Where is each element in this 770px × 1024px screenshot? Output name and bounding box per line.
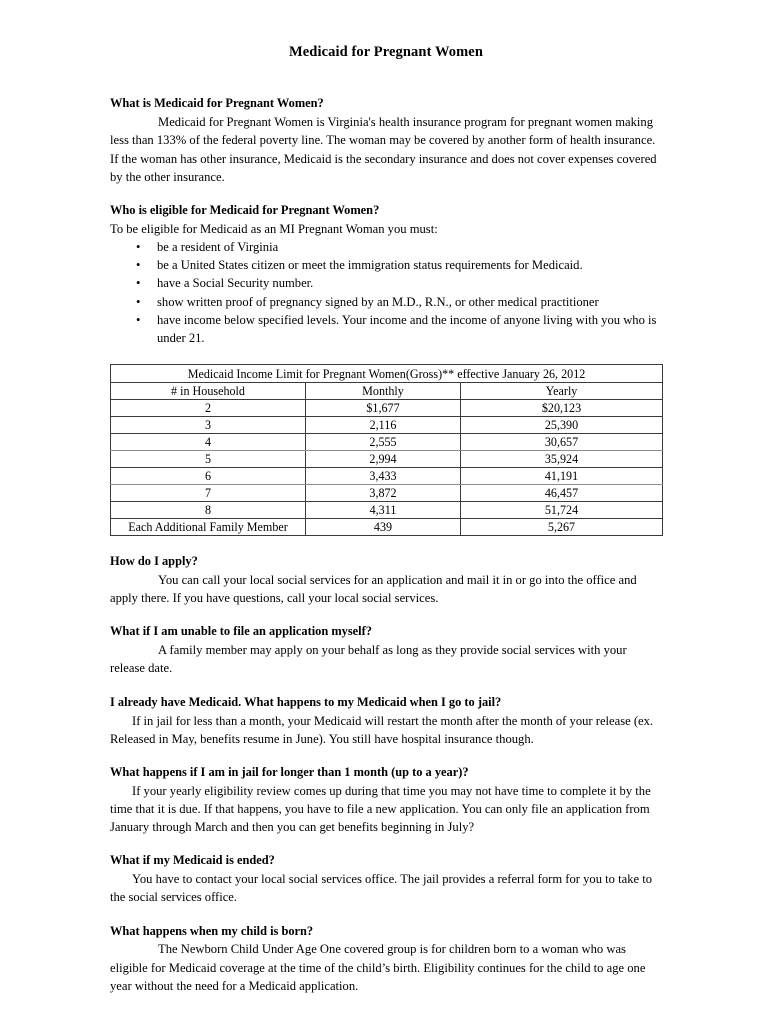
table-row [111, 417, 663, 434]
column-header-monthly: Monthly [306, 383, 461, 400]
table-row [111, 502, 663, 519]
cell-yearly: 41,191 [461, 468, 663, 485]
list-item-label: have income below specified levels. Your income and the income of anyone living with you who is under 21. [157, 312, 657, 345]
cell-household: Each Additional Family Member [111, 519, 306, 536]
cell-yearly: 5,267 [461, 519, 663, 536]
list-item-label: have a Social Security number. [157, 276, 314, 291]
cell-monthly: 4,311 [306, 502, 461, 519]
section-body: If in jail for less than a month, your Medicaid will restart the month after the month of your release (ex. Released in May, benefits resume in June). You still have hospital insurance though. [110, 713, 654, 746]
section-heading: What is Medicaid for Pregnant Women? [110, 96, 324, 111]
section-heading: How do I apply? [110, 554, 198, 569]
cell-yearly: $20,123 [461, 400, 663, 417]
section-body: You can call your local social services for an application and mail it in or go into the office and apply there. If you have questions, call your local social services. [110, 573, 637, 606]
cell-monthly: 2,555 [306, 434, 461, 451]
section-heading: What if my Medicaid is ended? [110, 853, 275, 868]
section-heading: Who is eligible for Medicaid for Pregnant Women? [110, 203, 380, 217]
cell-yearly: 30,657 [461, 434, 663, 451]
section-heading: I already have Medicaid. What happens to my Medicaid when I go to jail? [110, 694, 502, 709]
list-item-label: be a resident of Virginia [157, 240, 279, 255]
cell-household: 7 [111, 485, 306, 502]
table-row [111, 451, 663, 468]
bullet-icon: • [136, 312, 141, 327]
section-heading: What happens if I am in jail for longer than 1 month (up to a year)? [110, 764, 469, 779]
table-row [111, 400, 663, 417]
cell-monthly: 2,994 [306, 451, 461, 468]
bullet-icon: • [136, 240, 141, 255]
section-already-have-medicaid [110, 694, 662, 748]
section-body: A family member may apply on your behalf as long as they provide social services with your release date. [110, 643, 627, 676]
list-item [110, 274, 662, 292]
bullet-icon: • [136, 294, 141, 309]
table-title: Medicaid Income Limit for Pregnant Women(Gross)** effective January 26, 2012 [111, 365, 663, 383]
section-body: The Newborn Child Under Age One covered group is for children born to a woman who was eligible for Medicaid coverage at the time of the child’s birth. Eligibility continues for the child to age one year without the need for a Medicaid application. [110, 942, 646, 993]
column-header-yearly: Yearly [461, 383, 663, 400]
cell-yearly: 46,457 [461, 485, 663, 502]
cell-monthly: 439 [306, 519, 461, 536]
section-body: If your yearly eligibility review comes up during that time you may not have time to complete it by the time that it is due. If that happens, you have to file a new application. You can only file an application from January through March and then you can get benefits beginning in July? [110, 783, 651, 835]
income-limit-table [110, 364, 663, 536]
table-header-row [111, 383, 663, 400]
list-item [110, 293, 662, 311]
cell-monthly: $1,677 [306, 400, 461, 417]
section-child-born [110, 923, 662, 995]
list-item [110, 256, 662, 274]
section-what-is-medicaid [110, 95, 662, 186]
bullet-icon: • [136, 276, 141, 291]
bullet-icon: • [136, 258, 141, 273]
cell-household: 4 [111, 434, 306, 451]
cell-household: 3 [111, 417, 306, 434]
section-heading: What if I am unable to file an application myself? [110, 624, 372, 639]
table-row [111, 519, 663, 536]
section-heading: What happens when my child is born? [110, 923, 314, 938]
list-item-label: be a United States citizen or meet the immigration status requirements for Medicaid. [157, 258, 583, 273]
income-limit-table-wrapper [110, 364, 662, 536]
cell-household: 2 [111, 400, 306, 417]
section-body: Medicaid for Pregnant Women is Virginia's health insurance program for pregnant women making less than 133% of the federal poverty line. The woman may be covered by another form of health insurance. If the woman has other insurance, Medicaid is the secondary insurance and does not cover expenses covered by the other insurance. [110, 115, 657, 184]
list-item [110, 311, 662, 347]
section-body: You have to contact your local social services office. The jail provides a referral form for you to take to the social services office. [110, 872, 653, 905]
table-row [111, 434, 663, 451]
list-item [110, 238, 662, 256]
column-header-household: # in Household [111, 383, 306, 400]
list-item-label: show written proof of pregnancy signed by an M.D., R.N., or other medical practitioner [157, 294, 599, 309]
cell-monthly: 3,872 [306, 485, 461, 502]
cell-household: 8 [111, 502, 306, 519]
section-medicaid-ended [110, 852, 662, 906]
eligibility-lead: To be eligible for Medicaid as an MI Pregnant Woman you must: [110, 221, 438, 236]
page-title: Medicaid for Pregnant Women [288, 44, 483, 60]
cell-yearly: 25,390 [461, 417, 663, 434]
cell-yearly: 35,924 [461, 451, 663, 468]
cell-household: 5 [111, 451, 306, 468]
section-unable-to-file [110, 623, 662, 677]
eligibility-bullet-list [110, 238, 662, 347]
table-row [111, 485, 663, 502]
section-jail-longer-than-month [110, 764, 662, 836]
cell-yearly: 51,724 [461, 502, 663, 519]
cell-monthly: 3,433 [306, 468, 461, 485]
table-title-row [111, 365, 663, 383]
section-who-is-eligible [110, 202, 662, 347]
table-row [111, 468, 663, 485]
cell-monthly: 2,116 [306, 417, 461, 434]
section-how-do-i-apply [110, 553, 662, 607]
cell-household: 6 [111, 468, 306, 485]
